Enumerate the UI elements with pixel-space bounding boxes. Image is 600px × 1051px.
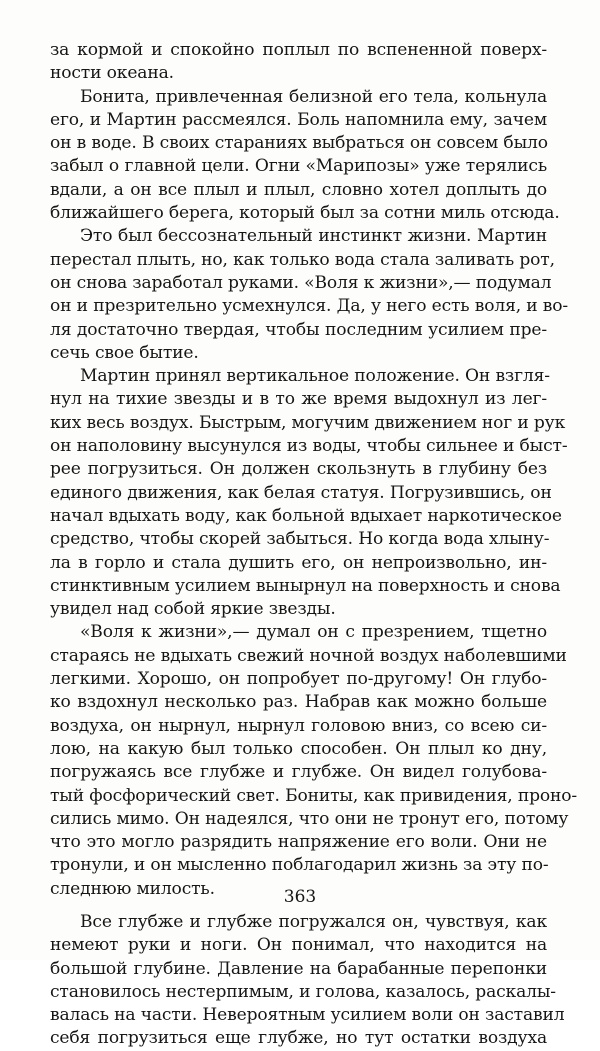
text-line: что это могло разрядить напряжение его воли. Они не xyxy=(50,832,547,853)
text-line: вдали, а он все плыл и плыл, словно хотел доплыть до xyxy=(50,179,547,200)
text-line: ближайшего берега, который был за сотни миль отсюда. xyxy=(50,203,560,224)
text-line: «Воля к жизни»,— думал он с презрением, тщетно xyxy=(80,622,547,643)
text-line: следнюю милость. xyxy=(50,878,215,899)
text-line: единого движения, как белая статуя. Погрузившись, он xyxy=(50,482,552,503)
text-line: Все глубже и глубже погружался он, чувствуя, как xyxy=(80,911,547,932)
text-line: забыл о главной цели. Огни «Марипозы» уже терялись xyxy=(50,156,547,177)
text-line: лою, на какую был только способен. Он плыл ко дну, xyxy=(50,738,547,759)
text-line: он снова заработал руками. «Воля к жизни»,— подумал xyxy=(50,272,552,293)
text-line: за кормой и спокойно поплыл по вспененной поверх- xyxy=(50,40,547,60)
text-line: стинктивным усилием вынырнул на поверхность и снова xyxy=(50,575,561,596)
text-line: увидел над собой яркие звезды. xyxy=(50,599,336,620)
text-line: воздуха, он нырнул, нырнул головою вниз, со всею си- xyxy=(50,715,547,736)
text-line: его, и Мартин рассмеялся. Боль напомнила ему, зачем xyxy=(50,109,547,130)
text-line: становилось нестерпимым, и голова, казалось, раскалы- xyxy=(50,981,556,1002)
text-line: себя погрузиться еще глубже, но тут остатки воздуха xyxy=(50,1028,547,1049)
text-line: ко вздохнул несколько раз. Набрав как можно больше xyxy=(50,692,547,713)
text-line: он наполовину высунулся из воды, чтобы сильнее и быст- xyxy=(50,436,568,457)
text-line: немеют руки и ноги. Он понимал, что находится на xyxy=(50,935,547,956)
text-line: погружаясь все глубже и глубже. Он видел голубова- xyxy=(50,762,547,783)
text-line: Это был бессознательный инстинкт жизни. Мартин xyxy=(80,226,547,247)
text-line: валась на части. Невероятным усилием воли он заставил xyxy=(50,1005,565,1026)
text-line: нул на тихие звезды и в то же время выдохнул из лег- xyxy=(50,389,547,410)
text-line: тронули, и он мысленно поблагодарил жизнь за эту по- xyxy=(50,855,549,876)
text-line: Бонита, привлеченная белизной его тела, кольнула xyxy=(80,86,547,107)
text-line: ких весь воздух. Быстрым, могучим движением ног и рук xyxy=(50,412,566,433)
text-line: он в воде. В своих стараниях выбраться он совсем было xyxy=(50,133,548,154)
text-line: перестал плыть, но, как только вода стала заливать рот, xyxy=(50,249,555,270)
text-line: начал вдыхать воду, как больной вдыхает наркотическое xyxy=(50,505,562,526)
text-line: сечь свое бытие. xyxy=(50,342,199,363)
text-line: стараясь не вдыхать свежий ночной воздух наболевшими xyxy=(50,645,567,666)
text-line: большой глубине. Давление на барабанные перепонки xyxy=(50,958,547,979)
text-line: ности океана. xyxy=(50,63,174,84)
text-line: легкими. Хорошо, он попробует по-другому! Он глубо- xyxy=(50,669,547,690)
text-line: ля достаточно твердая, чтобы последним усилием пре- xyxy=(50,319,547,340)
text-line: средство, чтобы скорей забыться. Но когда вода хлыну- xyxy=(50,529,550,550)
page-number: 363 xyxy=(283,887,317,907)
text-line: сились мимо. Он надеялся, что они не тронут его, потому xyxy=(50,808,569,829)
text-line: рее погрузиться. Он должен скользнуть в глубину без xyxy=(50,459,547,480)
text-line: тый фосфорический свет. Бониты, как привидения, проно- xyxy=(50,785,578,806)
text-line: он и презрительно усмехнулся. Да, у него есть воля, и во- xyxy=(50,296,569,317)
text-line: Мартин принял вертикальное положение. Он взгля- xyxy=(80,366,550,387)
text-line: ла в горло и стала душить его, он непроизвольно, ин- xyxy=(50,552,547,573)
